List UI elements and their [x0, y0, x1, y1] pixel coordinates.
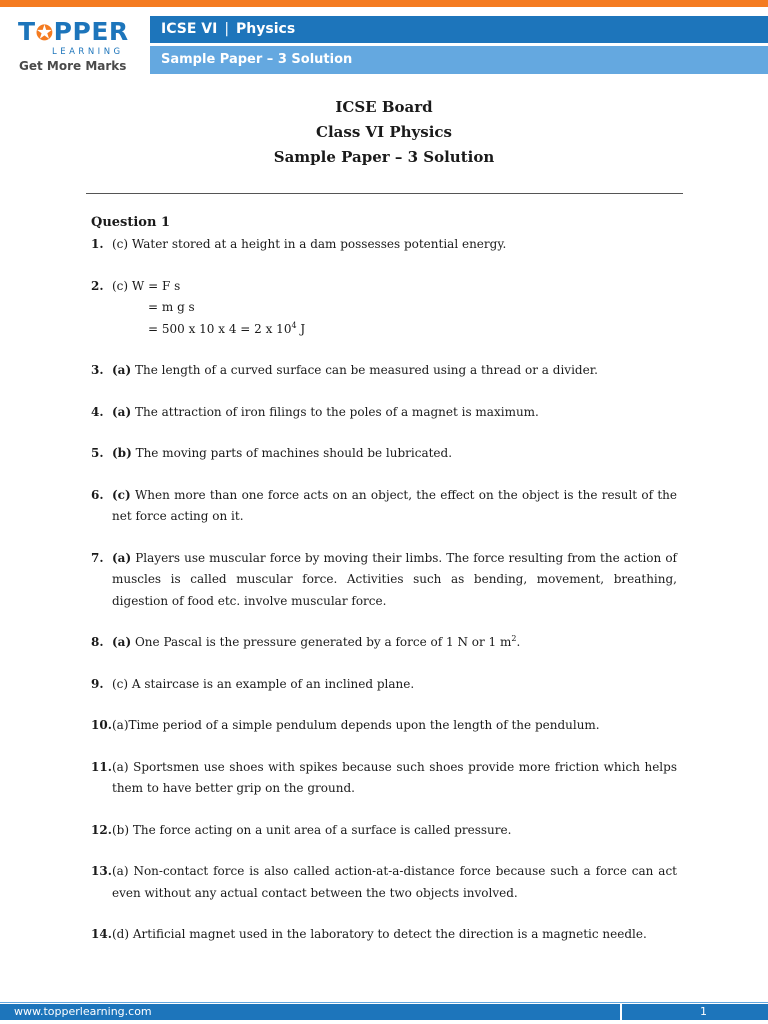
answer-option: (c)	[112, 487, 131, 502]
topper-logo	[18, 18, 128, 76]
answer-text: The attraction of iron filings to the poles of a magnet is maximum.	[134, 404, 539, 419]
formula-line: = m g s	[148, 300, 195, 314]
top-accent-stripe	[0, 0, 768, 7]
footer-divider	[0, 1002, 768, 1003]
answer-number: 4.	[91, 404, 104, 419]
answer-text: Time period of a simple pendulum depends upon the length of the pendulum.	[128, 718, 600, 732]
subject-label: Physics	[236, 21, 296, 37]
answer-item	[91, 443, 677, 465]
answer-item: 8. (a) One Pascal is the pressure generated by a force of 1 N or 1 $m^2$.	[91, 632, 677, 654]
answer-item	[91, 548, 677, 613]
answer-number: 9.	[91, 676, 104, 691]
answer-number: 12.	[91, 822, 112, 837]
answer-option: (a)	[112, 550, 132, 565]
title-board: ICSE Board	[335, 98, 433, 116]
answer-text: When more than one force acts on an object, the effect on the object is the result of the net force acting on it.	[112, 487, 677, 523]
answer-item	[91, 402, 677, 424]
question-title: Question 1	[91, 215, 171, 230]
answer-text: Sportsmen use shoes with spikes because such shoes provide more friction which helps them to have better grip on the ground.	[112, 759, 677, 795]
answer-option: (a)	[112, 635, 132, 649]
answer-text: The moving parts of machines should be lubricated.	[135, 446, 453, 460]
title-paper: Sample Paper – 3 Solution	[273, 148, 495, 166]
answer-text: Players use muscular force by moving their limbs. The force resulting from the action of muscles is called muscular force. Activities such as bending, movement, breathing, digestion of food etc. involve muscular force.	[112, 550, 677, 608]
header-paper-band	[150, 46, 768, 74]
title-divider	[86, 193, 683, 194]
header-course-band	[150, 16, 768, 43]
answer-text: W = F s	[131, 278, 181, 293]
answer-item	[91, 715, 677, 737]
answer-text: Water stored at a height in a dam possesses potential energy.	[131, 237, 507, 251]
formula-line: = 500 x 10 x 4 = 2 x $10^4$ J	[148, 320, 306, 336]
answer-item	[91, 276, 677, 341]
answer-item	[91, 924, 677, 946]
footer-url-link[interactable]: www.topperlearning.com	[14, 1005, 152, 1018]
answer-number: 7.	[91, 550, 104, 565]
answer-option: (c)	[112, 676, 129, 691]
answer-item	[91, 674, 677, 696]
answer-item	[91, 861, 677, 904]
footer-split	[620, 1004, 622, 1020]
answer-option: (b)	[112, 446, 132, 460]
answer-number: 5.	[91, 446, 104, 460]
document-title	[0, 95, 768, 170]
answer-text: A staircase is an example of an inclined plane.	[131, 676, 415, 691]
answer-item	[91, 234, 677, 256]
paper-label: Sample Paper – 3 Solution	[161, 52, 353, 67]
answer-item	[91, 360, 677, 382]
answer-number: 10.	[91, 718, 112, 732]
answer-option: (d)	[112, 927, 130, 941]
answer-number: 3.	[91, 363, 104, 377]
page-number: 1	[700, 1005, 707, 1018]
answer-option: (c)	[112, 278, 129, 293]
answer-text: One Pascal is the pressure generated by a force of 1 N or 1 m	[134, 635, 512, 649]
answer-text: The length of a curved surface can be measured using a thread or a divider.	[134, 363, 598, 377]
logo-sub: LEARNING	[52, 47, 124, 57]
header-separator: |	[224, 21, 230, 37]
answer-option: (a)	[112, 759, 129, 774]
answer-number: 1.	[91, 237, 104, 251]
answer-option: (c)	[112, 237, 129, 251]
answer-item	[91, 757, 677, 800]
answer-number: 13.	[91, 864, 112, 878]
title-class: Class VI Physics	[316, 123, 452, 141]
answer-option: (a)	[112, 718, 129, 732]
page-footer	[0, 1004, 768, 1020]
answer-item	[91, 820, 677, 842]
answer-option: (a)	[112, 363, 132, 377]
logo-wordmark: T✪PPER	[18, 17, 129, 46]
answer-text: Artificial magnet used in the laboratory to detect the direction is a magnetic needle.	[132, 927, 647, 941]
course-label: ICSE VI	[161, 21, 218, 37]
answer-number: 14.	[91, 927, 112, 941]
answer-number: 2.	[91, 278, 104, 293]
answer-option: (a)	[112, 864, 129, 878]
star-icon: ✪	[35, 21, 54, 45]
answer-number: 11.	[91, 759, 112, 774]
answer-text: The force acting on a unit area of a surface is called pressure.	[132, 822, 512, 837]
answer-number: 8.	[91, 635, 104, 649]
logo-tagline: Get More Marks	[19, 59, 127, 73]
answer-item	[91, 485, 677, 528]
answer-number: 6.	[91, 487, 104, 502]
answer-option: (a)	[112, 404, 132, 419]
answer-option: (b)	[112, 822, 130, 837]
answer-text: Non-contact force is also called action-at-a-distance force because such a force can act even without any actual contact between the two objects involved.	[112, 864, 677, 900]
answer-content	[91, 213, 677, 966]
